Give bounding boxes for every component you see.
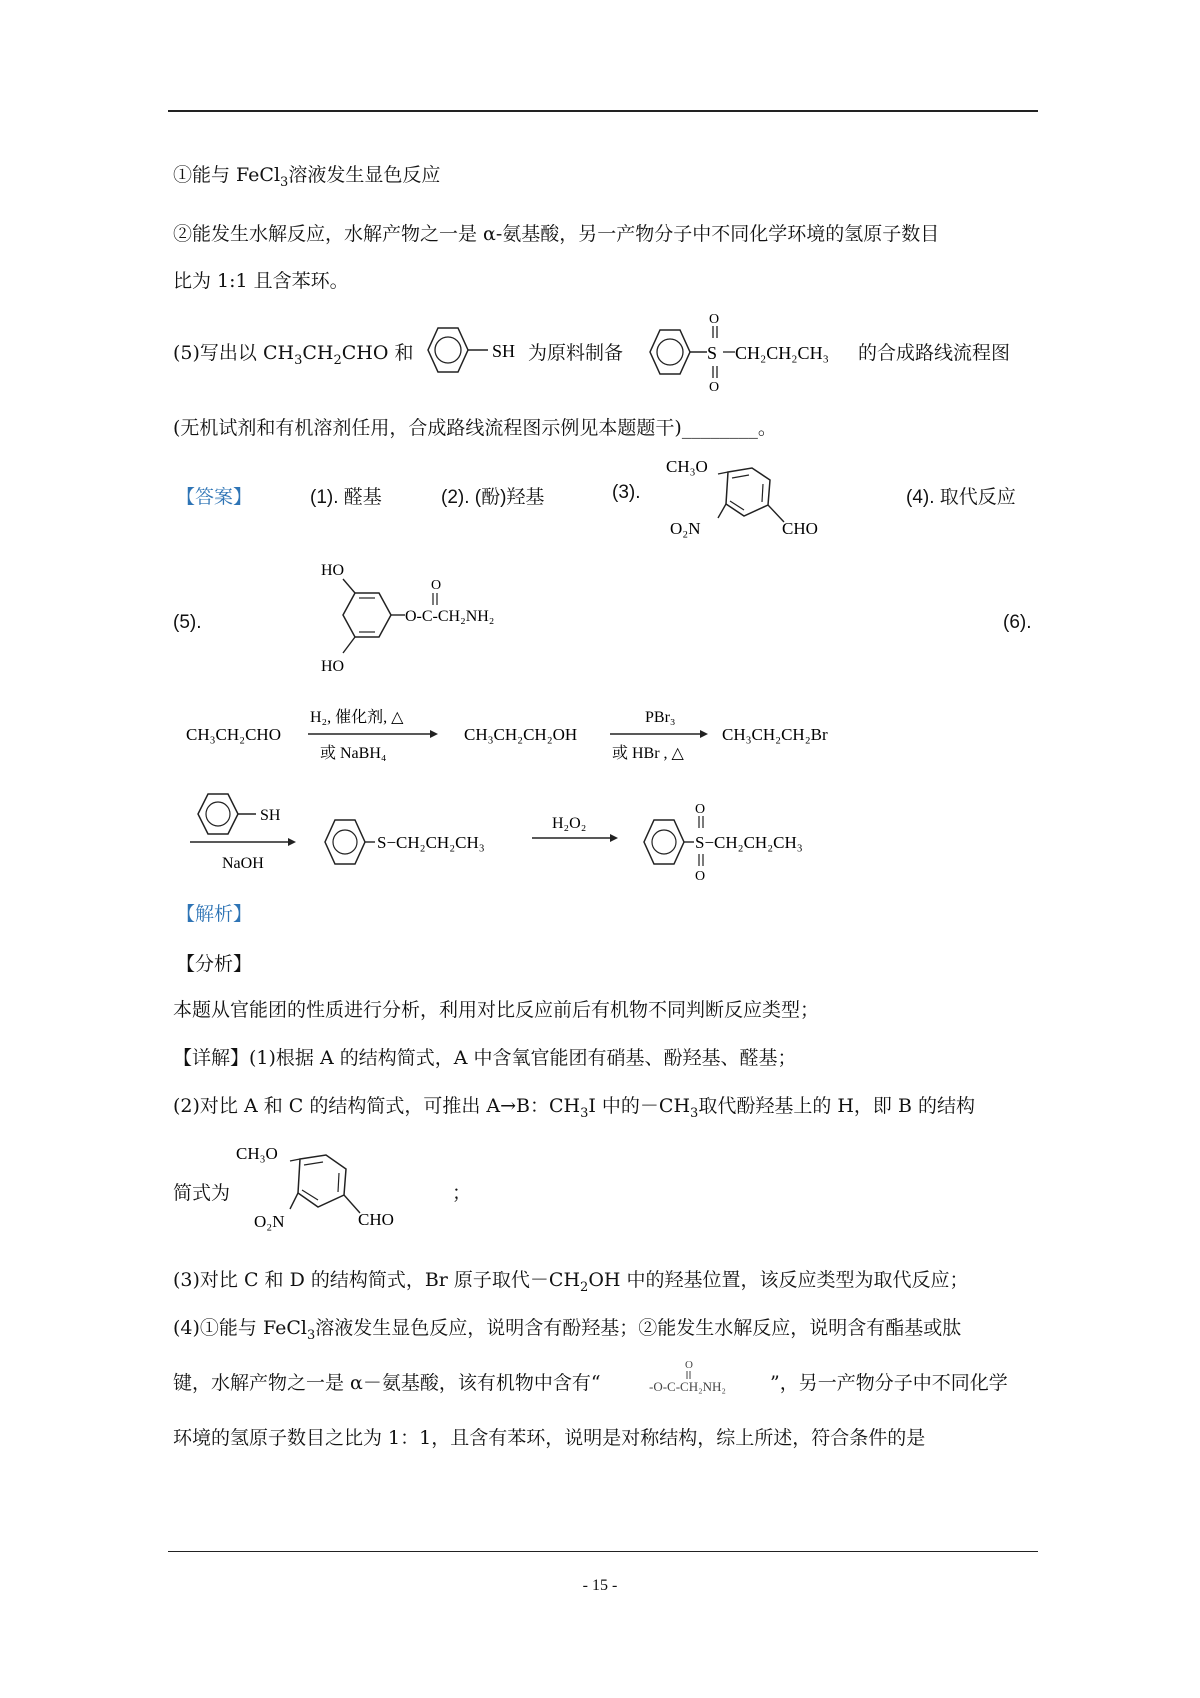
ester-chain-label: O-C-CH₂NH₂ — [405, 608, 495, 625]
analysis-p8: 环境的氢原子数目之比为 1：1，且含有苯环，说明是对称结构，综上所述，符合条件的是 — [173, 1427, 926, 1449]
cond1-rest: 溶液发生显色反应 — [288, 164, 441, 186]
analysis-p4: 简式为 — [173, 1182, 231, 1204]
analysis-tag: 【解析】 — [176, 904, 253, 925]
sub: 2 — [333, 352, 342, 368]
analysis-p7-end: ”，另一产物分子中不同化学 — [770, 1372, 1008, 1394]
condition-2b: 比为 1:1 且含苯环。 — [173, 270, 349, 292]
q5-mid: CH — [302, 342, 334, 364]
o2n-label: O₂N — [254, 1212, 285, 1231]
ho-label-top: HO — [321, 562, 345, 579]
p5b: OH 中的羟基位置，该反应类型为取代反应； — [588, 1269, 969, 1291]
condition-1 — [173, 162, 440, 196]
sulfur-label: S — [707, 343, 718, 363]
analysis-p3 — [173, 1093, 975, 1127]
route-s1: CH₃CH₂CHO — [186, 725, 281, 744]
header-rule — [168, 110, 1038, 112]
condition-2a: ②能发生水解反应，水解产物之一是 α-氨基酸，另一产物分子中不同化学环境的氢原子数目 — [173, 223, 940, 245]
sulfone-target-structure — [635, 308, 855, 392]
answer-4: (4). 取代反应 — [906, 487, 1016, 508]
answer-1: (1). 醛基 — [310, 487, 382, 508]
analysis-p7 — [173, 1370, 601, 1396]
p3b: I 中的－CH — [588, 1095, 691, 1117]
carbonyl-oxygen: O — [431, 578, 442, 593]
amino-ester-fragment — [645, 1355, 770, 1403]
route-s5: S−CH₂CH₂CH₃ — [695, 833, 803, 852]
answer-5-structure — [315, 555, 575, 685]
q5-suffix: 的合成路线流程图 — [858, 342, 1011, 364]
ho-label-bottom: HO — [321, 658, 345, 675]
ch3o-label: CH₃O — [236, 1144, 278, 1163]
oxygen-label: O — [709, 380, 720, 392]
oxygen-label: O — [709, 312, 720, 327]
analysis-p5 — [173, 1267, 969, 1301]
p6b: 溶液发生显色反应，说明含有酚羟基；②能发生水解反应，说明含有酯基或肽 — [315, 1317, 962, 1339]
p5a: (3)对比 C 和 D 的结构简式，Br 原子取代－CH — [173, 1269, 581, 1291]
route-r1-bot: 或 NaBH₄ — [320, 745, 387, 762]
route-s2: CH₃CH₂CH₂OH — [464, 725, 578, 744]
q5-line2: (无机试剂和有机溶剂任用，合成路线流程图示例见本题题干)________。 — [173, 417, 777, 439]
p3c: 取代酚羟基上的 H，即 B 的结构 — [698, 1095, 975, 1117]
cho-label: CHO — [358, 1210, 394, 1229]
cho-label: CHO — [782, 519, 818, 538]
footer-rule — [168, 1551, 1038, 1552]
sub: 3 — [690, 1105, 699, 1121]
route-h2o2: H₂O₂ — [552, 815, 587, 832]
sh-label: SH — [492, 341, 516, 361]
sub: 3 — [580, 1105, 589, 1121]
cond1-text: ①能与 FeCl — [173, 164, 281, 186]
route-naoh: NaOH — [222, 855, 264, 872]
fragment-oxygen: O — [685, 1359, 693, 1371]
page-number: - 15 - — [582, 1577, 618, 1594]
fragment-label: -O-C-CH₂NH₂ — [649, 1379, 726, 1394]
chain-label: CH₂CH₂CH₃ — [735, 343, 829, 363]
route-r2-bot: 或 HBr , △ — [612, 745, 684, 762]
q5-prefix: (5)写出以 CH — [173, 342, 295, 364]
route-sh: SH — [260, 807, 281, 824]
answer-3: (3). — [612, 482, 641, 503]
answer-6: (6). — [1003, 612, 1032, 633]
route-s3: CH₃CH₂CH₂Br — [722, 725, 828, 744]
sulfone-oxygen-top: O — [695, 802, 706, 817]
fenxi-tag: 【分析】 — [176, 954, 253, 975]
sub: 2 — [580, 1279, 589, 1295]
sulfone-oxygen-bottom: O — [695, 869, 706, 884]
synthesis-route-row2 — [180, 782, 1050, 894]
route-r2-top: PBr₃ — [645, 709, 676, 726]
p6a: (4)①能与 FeCl — [173, 1317, 307, 1339]
analysis-p6 — [173, 1315, 961, 1349]
compound-b-structure-2 — [230, 1135, 450, 1235]
answer-5: (5). — [173, 612, 202, 633]
thiophenol-structure — [410, 320, 525, 380]
q5-cho: CHO 和 — [341, 342, 414, 364]
sub: 3 — [306, 1327, 316, 1343]
analysis-p1: 本题从官能团的性质进行分析，利用对比反应前后有机物不同判断反应类型； — [173, 999, 820, 1021]
compound-b-structure — [660, 450, 860, 542]
route-r1-top: H₂, 催化剂, △ — [310, 709, 404, 726]
route-s4: S−CH₂CH₂CH₃ — [377, 833, 485, 852]
answer-2: (2). (酚)羟基 — [441, 487, 545, 508]
o2n-label: O₂N — [670, 519, 701, 538]
ch3o-label: CH₃O — [666, 457, 708, 476]
analysis-p2: 【详解】(1)根据 A 的结构简式，A 中含氧官能团有硝基、酚羟基、醛基； — [173, 1047, 797, 1069]
synthesis-route-row1 — [180, 700, 1050, 770]
cond1-sub: 3 — [280, 174, 289, 190]
p7a: 键，水解产物之一是 α－氨基酸，该有机物中含有“ — [173, 1372, 601, 1394]
answer-tag: 【答案】 — [176, 487, 253, 508]
analysis-p4-end: ； — [452, 1182, 472, 1204]
sub: 3 — [294, 352, 303, 368]
p3a: (2)对比 A 和 C 的结构简式，可推出 A→B：CH — [173, 1095, 581, 1117]
q5-make: 为原料制备 — [528, 342, 624, 364]
q5-line1 — [173, 340, 413, 374]
